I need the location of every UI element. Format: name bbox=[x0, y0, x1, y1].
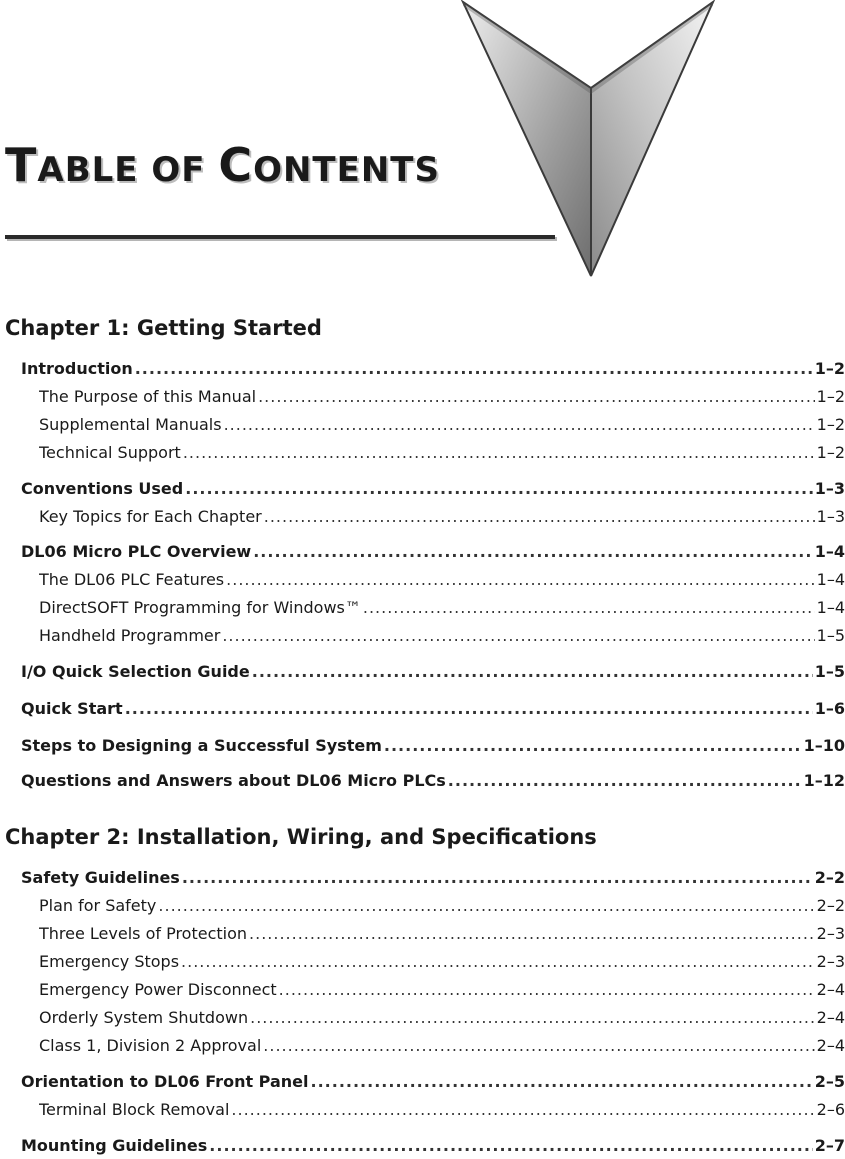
toc-entry[interactable] bbox=[39, 441, 845, 465]
entry-page: 2–3 bbox=[816, 952, 845, 971]
toc-entry[interactable] bbox=[39, 413, 845, 437]
dot-leader bbox=[231, 1098, 814, 1122]
dot-leader bbox=[250, 1006, 815, 1030]
entry-label: Safety Guidelines bbox=[21, 868, 180, 887]
entry-label: Orientation to DL06 Front Panel bbox=[21, 1072, 309, 1091]
toc-entry[interactable] bbox=[39, 1034, 845, 1058]
title-initial-t: T bbox=[5, 138, 38, 192]
entry-page: 2–6 bbox=[816, 1100, 845, 1119]
entry-label: The Purpose of this Manual bbox=[39, 387, 257, 406]
entry-page: 1–4 bbox=[816, 570, 845, 589]
toc-entry[interactable] bbox=[39, 505, 845, 529]
toc-entry[interactable] bbox=[39, 1098, 845, 1122]
entry-page: 1–4 bbox=[814, 542, 845, 561]
entry-page: 1–10 bbox=[803, 736, 845, 755]
dot-leader bbox=[181, 950, 815, 974]
entry-label: Conventions Used bbox=[21, 479, 184, 498]
chapter-2-heading: Chapter 2: Installation, Wiring, and Specifications bbox=[5, 825, 597, 849]
toc-entry[interactable] bbox=[21, 540, 845, 564]
dot-leader bbox=[253, 540, 813, 564]
toc-entry[interactable] bbox=[39, 950, 845, 974]
dot-leader bbox=[249, 922, 815, 946]
entry-page: 2–4 bbox=[816, 1008, 845, 1027]
entry-page: 2–5 bbox=[814, 1072, 845, 1091]
dot-leader bbox=[264, 505, 815, 529]
title-part-2: ONTENTS bbox=[253, 150, 440, 190]
title-initial-c: C bbox=[218, 138, 254, 192]
dot-leader bbox=[363, 596, 815, 620]
dot-leader bbox=[182, 866, 813, 890]
entry-page: 1–3 bbox=[816, 507, 845, 526]
entry-page: 1–5 bbox=[816, 626, 845, 645]
entry-label: Technical Support bbox=[39, 443, 181, 462]
dot-leader bbox=[135, 357, 813, 381]
entry-label: Three Levels of Protection bbox=[39, 924, 248, 943]
toc-entry[interactable] bbox=[39, 894, 845, 918]
dot-leader bbox=[158, 894, 814, 918]
down-arrow-icon bbox=[455, 0, 725, 280]
toc-entry[interactable] bbox=[21, 769, 845, 793]
entry-label: Plan for Safety bbox=[39, 896, 157, 915]
dot-leader bbox=[252, 660, 813, 684]
entry-label: Key Topics for Each Chapter bbox=[39, 507, 262, 526]
dot-leader bbox=[125, 697, 813, 721]
entry-label: Orderly System Shutdown bbox=[39, 1008, 249, 1027]
entry-page: 1–2 bbox=[816, 443, 845, 462]
toc-entry[interactable] bbox=[39, 624, 845, 648]
entry-page: 2–4 bbox=[816, 1036, 845, 1055]
entry-page: 1–3 bbox=[814, 479, 845, 498]
dot-leader bbox=[222, 624, 814, 648]
dot-leader bbox=[224, 413, 815, 437]
entry-page: 1–4 bbox=[816, 598, 845, 617]
toc-entry[interactable] bbox=[21, 866, 845, 890]
dot-leader bbox=[258, 385, 815, 409]
entry-label: Handheld Programmer bbox=[39, 626, 221, 645]
toc-entry[interactable] bbox=[39, 568, 845, 592]
entry-label: Questions and Answers about DL06 Micro PLCs bbox=[21, 771, 446, 790]
entry-label: The DL06 PLC Features bbox=[39, 570, 225, 589]
entry-label: DirectSOFT Programming for Windows™ bbox=[39, 598, 361, 617]
entry-page: 1–2 bbox=[816, 415, 845, 434]
toc-entry[interactable] bbox=[21, 697, 845, 721]
entry-label: DL06 Micro PLC Overview bbox=[21, 542, 252, 561]
dot-leader bbox=[226, 568, 815, 592]
entry-label: Quick Start bbox=[21, 699, 123, 718]
toc-entry[interactable] bbox=[21, 734, 845, 758]
dot-leader bbox=[209, 1134, 812, 1158]
entry-label: Terminal Block Removal bbox=[39, 1100, 230, 1119]
toc-entry[interactable] bbox=[21, 357, 845, 381]
toc-entry[interactable] bbox=[21, 1070, 845, 1094]
toc-entry[interactable] bbox=[21, 1134, 845, 1158]
page-title bbox=[5, 138, 440, 192]
title-part-1: ABLE OF bbox=[37, 150, 219, 190]
entry-page: 1–5 bbox=[814, 662, 845, 681]
chapter-1-heading: Chapter 1: Getting Started bbox=[5, 316, 322, 340]
dot-leader bbox=[279, 978, 815, 1002]
dot-leader bbox=[183, 441, 815, 465]
dot-leader bbox=[185, 477, 813, 501]
entry-label: Class 1, Division 2 Approval bbox=[39, 1036, 262, 1055]
entry-label: Supplemental Manuals bbox=[39, 415, 222, 434]
entry-label: Introduction bbox=[21, 359, 133, 378]
entry-page: 2–2 bbox=[816, 896, 845, 915]
entry-page: 1–2 bbox=[814, 359, 845, 378]
entry-page: 2–4 bbox=[816, 980, 845, 999]
toc-entry[interactable] bbox=[39, 922, 845, 946]
entry-page: 1–2 bbox=[816, 387, 845, 406]
dot-leader bbox=[311, 1070, 813, 1094]
toc-entry[interactable] bbox=[21, 477, 845, 501]
entry-page: 2–2 bbox=[814, 868, 845, 887]
toc-entry[interactable] bbox=[39, 596, 845, 620]
entry-label: Emergency Power Disconnect bbox=[39, 980, 277, 999]
toc-entry[interactable] bbox=[39, 385, 845, 409]
entry-label: I/O Quick Selection Guide bbox=[21, 662, 250, 681]
entry-label: Mounting Guidelines bbox=[21, 1136, 208, 1155]
toc-entry[interactable] bbox=[39, 1006, 845, 1030]
toc-entry[interactable] bbox=[39, 978, 845, 1002]
entry-label: Emergency Stops bbox=[39, 952, 180, 971]
entry-page: 1–6 bbox=[814, 699, 845, 718]
dot-leader bbox=[448, 769, 802, 793]
dot-leader bbox=[384, 734, 802, 758]
entry-page: 2–7 bbox=[814, 1136, 845, 1155]
dot-leader bbox=[263, 1034, 814, 1058]
toc-entry[interactable] bbox=[21, 660, 845, 684]
entry-page: 2–3 bbox=[816, 924, 845, 943]
entry-label: Steps to Designing a Successful System bbox=[21, 736, 382, 755]
entry-page: 1–12 bbox=[803, 771, 845, 790]
